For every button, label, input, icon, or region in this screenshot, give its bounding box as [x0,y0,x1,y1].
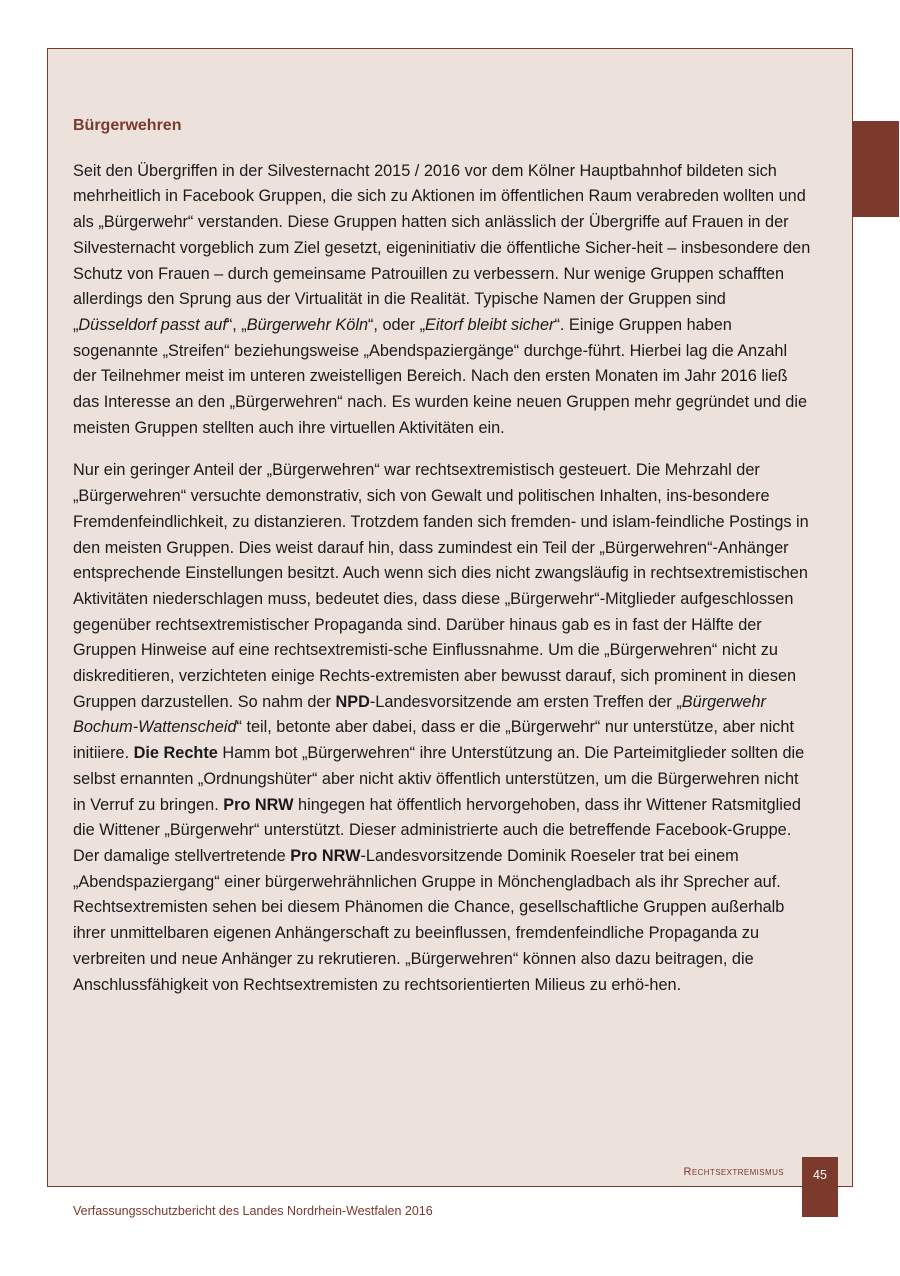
bold-term: Die Rechte [133,744,218,763]
bold-term: NPD [335,692,370,711]
italic-group-name: Bürgerwehr Köln [246,315,369,334]
bold-term: Pro NRW [223,795,294,814]
text-run: Nur ein geringer Anteil der „Bürgerwehren“ war rechtsextremistisch gesteuert. Die Mehrzahl der „Bürgerwehren“ versuchte demonstrativ, sich von Gewalt und politischen Inhalten, ins-besondere Fremdenfeindlichkeit, zu distanzieren. Trotzdem fanden sich fremden- und islam-feindliche Postings in den meisten Gruppen. Dies weist darauf hin, dass zumindest ein Teil der „Bürgerwehren“-Anhänger entsprechende Einstellungen besitzt. Auch wenn sich dies nicht zwangsläufig in rechtsextremistischen Aktivitäten niederschlagen muss, bedeutet dies, dass diese „Bürgerwehr“-Mitglieder aufgeschlossen gegenüber rechtsextremistischer Propaganda sind. Darüber hinaus gab es in fast der Hälfte der Gruppen Hinweise auf eine rechtsextremisti-sche Einflussnahme. Um die „Bürgerwehren“ nicht zu diskreditieren, verzichteten einige Rechts-extremisten aber bewusst darauf, sich prominent in diesen Gruppen darzustellen. So nahm der [73,461,809,711]
article-body [73,113,813,1015]
text-run: -Landesvorsitzende Dominik Roeseler trat bei einem „Abendspaziergang“ einer bürgerwehrähnlichen Gruppe in Mönchengladbach als ihr Sprecher auf. Rechtsextremisten sehen bei diesem Phänomen die Chance, gesellschaftliche Gruppen außerhalb ihrer unmittelbaren eigenen Anhängerschaft zu beeinflussen, fremdenfeindliche Propaganda zu verbreiten und neue Anhänger zu rekrutieren. „Bürgerwehren“ können also dazu beitragen, die Anschlussfähigkeit von Rechtsextremisten zu rechtsorientierten Milieus zu erhö-hen. [73,846,785,994]
text-run: Hamm bot „Bürgerwehren“ ihre Unterstützung an. Die Parteimitglieder sollten die selbst ernannten „Ordnungshüter“ aber nicht aktiv öffentlich unterstützen, um die Bürgerwehren nicht in Verruf zu bringen. [73,744,805,814]
text-run: “, oder „ [368,315,426,334]
paragraph-2 [73,458,813,998]
italic-group-name: Eitorf bleibt sicher [425,315,555,334]
page-number: 45 [802,1157,838,1217]
text-run: Seit den Übergriffen in der Silvesternacht 2015 / 2016 vor dem Kölner Hauptbahnhof bildeten sich mehrheitlich in Facebook Gruppen, die sich zu Aktionen im öffentlichen Raum verabreden wollten und als „Bürgerwehr“ verstanden. Diese Gruppen hatten sich anlässlich der Übergriffe auf Frauen in der Silvesternacht vorgeblich zum Ziel gesetzt, eigeninitiativ die öffentliche Sicher-heit – insbesondere den Schutz von Frauen – durch gemeinsame Patrouillen zu verbessern. Nur wenige Gruppen schafften allerdings den Sprung aus der Virtualität in die Realität. Typische Namen der Gruppen sind „ [73,161,811,334]
section-label: Rechtsextremismus [683,1166,784,1178]
text-run: -Landesvorsitzende am ersten Treffen der „ [369,692,682,711]
italic-group-name: Bürgerwehr Bochum-Wattenscheid [73,692,766,737]
footer-text: Verfassungsschutzbericht des Landes Nordrhein-Westfalen 2016 [73,1204,433,1218]
italic-group-name: Düsseldorf passt auf [78,315,227,334]
chapter-tab-marker [853,121,899,217]
text-run: “. Einige Gruppen haben sogenannte „Streifen“ beziehungsweise „Abendspaziergänge“ durchge-führt. Hierbei lag die Anzahl der Teilnehmer meist im unteren zweistelligen Bereich. Nach den ersten Monaten im Jahr 2016 ließ das Interesse an den „Bürgerwehren“ nach. Es wurden keine neuen Gruppen mehr gegründet und die meisten Gruppen stellten auch ihre virtuellen Aktivitäten ein. [73,315,808,437]
text-run: hingegen hat öffentlich hervorgehoben, dass ihr Wittener Ratsmitglied die Wittener „Bürgerwehr“ unterstützt. Dieser administrierte auch die betreffende Facebook-Gruppe. Der damalige stellvertretende [73,795,801,865]
paragraph-1 [73,159,813,442]
text-run: “ teil, betonte aber dabei, dass er die „Bürgerwehr“ nur unterstütze, aber nicht initiiere. [73,718,794,763]
bold-term: Pro NRW [290,846,361,865]
text-run: “, „ [226,315,247,334]
section-heading: Bürgerwehren [73,117,182,134]
